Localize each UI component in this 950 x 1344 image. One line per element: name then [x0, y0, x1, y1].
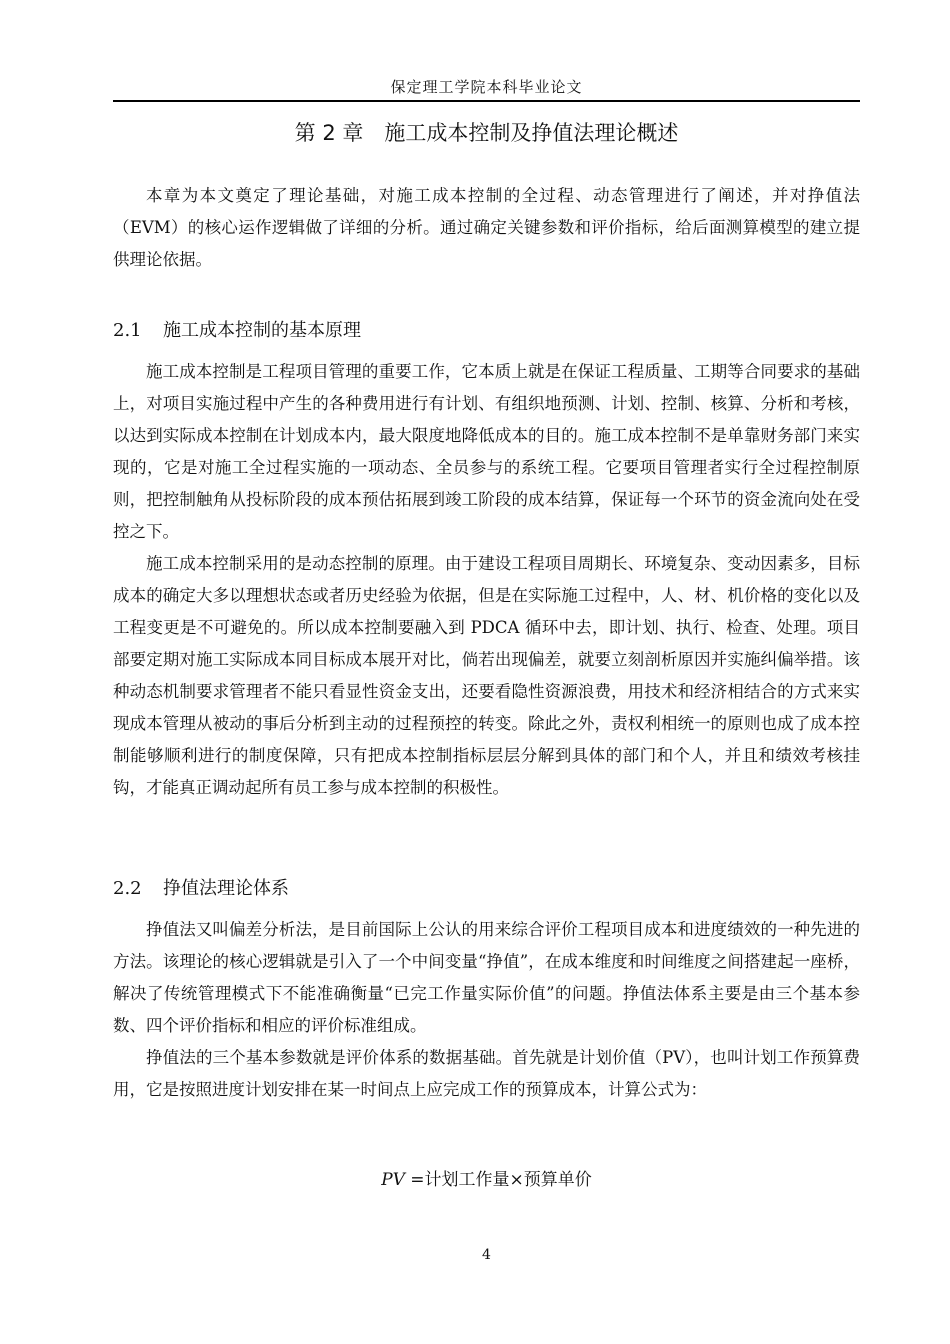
section-heading-2-2: [113, 874, 860, 900]
page-number: 4: [482, 1247, 491, 1263]
section-heading-2-1: [113, 316, 860, 342]
section-2-2-body: [113, 914, 860, 1106]
section-title: 挣值法理论体系: [163, 878, 289, 899]
formula-expression: =计划工作量×预算单价: [404, 1170, 592, 1190]
running-header: 保定理工学院本科毕业论文: [390, 78, 583, 96]
header-rule: [113, 100, 860, 102]
paragraph: 施工成本控制是工程项目管理的重要工作，它本质上就是在保证工程质量、工期等合同要求的基础上，对项目实施过程中产生的各种费用进行有计划、有组织地预测、计划、控制、核算、分析和考核，以达到实际成本控制在计划成本内，最大限度地降低成本的目的。施工成本控制不是单靠财务部门来实现的，它是对施工全过程实施的一项动态、全员参与的系统工程。它要项目管理者实行全过程控制原则，把控制触角从投标阶段的成本预估拓展到竣工阶段的成本结算，保证每一个环节的资金流向处在受控之下。: [113, 362, 860, 541]
chapter-intro: [113, 180, 860, 276]
intro-paragraph: 本章为本文奠定了理论基础，对施工成本控制的全过程、动态管理进行了阐述，并对挣值法（EVM）的核心运作逻辑做了详细的分析。通过确定关键参数和评价指标，给后面测算模型的建立提供理论依据。: [113, 186, 860, 269]
paragraph: 挣值法又叫偏差分析法，是目前国际上公认的用来综合评价工程项目成本和进度绩效的一种先进的方法。该理论的核心逻辑就是引入了一个中间变量“挣值”，在成本维度和时间维度之间搭建起一座桥，解决了传统管理模式下不能准确衡量“已完工作量实际价值”的问题。挣值法体系主要是由三个基本参数、四个评价指标和相应的评价标准组成。: [113, 920, 860, 1035]
pv-formula: [113, 1165, 860, 1190]
section-2-1-body: [113, 356, 860, 804]
chapter-title: 第 2 章 施工成本控制及挣值法理论概述: [294, 121, 679, 145]
paragraph: 施工成本控制采用的是动态控制的原理。由于建设工程项目周期长、环境复杂、变动因素多，目标成本的确定大多以理想状态或者历史经验为依据，但是在实际施工过程中，人、材、机价格的变化以及工程变更是不可避免的。所以成本控制要融入到 PDCA 循环中去，即计划、执行、检查、处理。项目部要定期对施工实际成本同目标成本展开对比，倘若出现偏差，就要立刻剖析原因并实施纠偏举措。该种动态机制要求管理者不能只看显性资金支出，还要看隐性资源浪费，用技术和经济相结合的方式来实现成本管理从被动的事后分析到主动的过程预控的转变。除此之外，责权利相统一的原则也成了成本控制能够顺利进行的制度保障，只有把成本控制指标层层分解到具体的部门和个人，并且和绩效考核挂钩，才能真正调动起所有员工参与成本控制的积极性。: [113, 554, 860, 797]
paragraph: 挣值法的三个基本参数就是评价体系的数据基础。首先就是计划价值（PV），也叫计划工作预算费用，它是按照进度计划安排在某一时间点上应完成工作的预算成本，计算公式为：: [113, 1048, 860, 1099]
section-title: 施工成本控制的基本原理: [163, 320, 361, 341]
section-number: 2.1: [113, 320, 142, 341]
formula-variable: PV: [381, 1170, 405, 1190]
section-number: 2.2: [113, 878, 142, 899]
